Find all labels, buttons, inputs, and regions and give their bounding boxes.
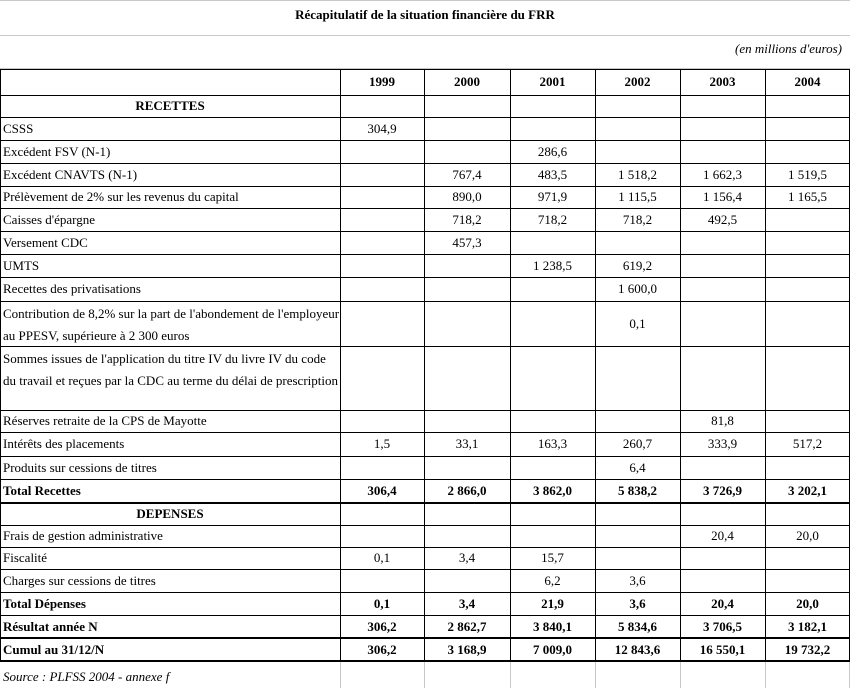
value-cell <box>510 301 595 346</box>
value-cell <box>510 231 595 254</box>
row-label: Charges sur cessions de titres <box>3 572 156 588</box>
value-cell <box>680 301 765 346</box>
value-cell <box>765 95 850 117</box>
units-note: (en millions d'euros) <box>734 41 842 56</box>
value-cell <box>680 547 765 569</box>
value-cell <box>765 254 850 277</box>
value-cell: 260,7 <box>622 436 653 451</box>
row-label: Produits sur cessions de titres <box>3 459 157 475</box>
value-cell: 21,9 <box>541 595 564 611</box>
value-cell <box>595 346 680 410</box>
row-label: Versement CDC <box>3 234 88 250</box>
value-cell <box>680 254 765 277</box>
value-cell: 971,9 <box>537 189 568 204</box>
value-cell <box>765 301 850 346</box>
value-cell: 1 115,5 <box>618 189 657 204</box>
value-cell <box>765 277 850 301</box>
grid-line <box>0 660 850 662</box>
value-cell <box>765 231 850 254</box>
value-cell: 3 182,1 <box>788 618 827 634</box>
value-cell: 81,8 <box>711 413 734 428</box>
table-title: Récapitulatif de la situation financière du FRR <box>295 7 555 22</box>
year-header: 1999 <box>369 74 395 89</box>
value-cell: 3 840,1 <box>533 618 572 634</box>
value-cell <box>424 569 510 592</box>
value-cell: 304,9 <box>367 120 397 136</box>
value-cell <box>595 503 680 525</box>
value-cell: 1,5 <box>373 436 391 451</box>
value-cell: 3 202,1 <box>788 483 827 498</box>
value-cell: 3 862,0 <box>533 483 572 498</box>
value-cell: 16 550,1 <box>699 641 746 657</box>
value-cell <box>680 346 765 410</box>
value-cell: 15,7 <box>541 550 564 565</box>
row-label: Caisses d'épargne <box>3 211 95 227</box>
value-cell <box>424 277 510 301</box>
year-header: 2004 <box>794 74 821 89</box>
row-label: Total Recettes <box>3 483 81 498</box>
row-label: Cumul au 31/12/N <box>3 641 105 657</box>
value-cell <box>510 95 595 117</box>
value-cell <box>680 277 765 301</box>
value-cell: 12 843,6 <box>614 641 661 657</box>
value-cell <box>765 410 850 432</box>
value-cell: 20,4 <box>711 595 734 611</box>
value-cell <box>340 301 424 346</box>
value-cell <box>340 140 424 163</box>
value-cell <box>340 95 424 117</box>
value-cell: 619,2 <box>622 257 653 273</box>
value-cell: 1 519,5 <box>788 166 827 182</box>
row-label: Total Dépenses <box>3 595 86 611</box>
value-cell <box>340 456 424 479</box>
value-cell <box>340 186 424 208</box>
value-cell <box>680 140 765 163</box>
value-cell <box>510 277 595 301</box>
value-cell <box>510 503 595 525</box>
value-cell <box>510 456 595 479</box>
value-cell: 718,2 <box>622 211 653 227</box>
row-label: Fiscalité <box>3 550 48 565</box>
value-cell <box>680 95 765 117</box>
value-cell <box>680 231 765 254</box>
value-cell <box>595 525 680 547</box>
source-note: Source : PLFSS 2004 - annexe f <box>3 669 170 684</box>
value-cell: 3 726,9 <box>703 483 742 498</box>
value-cell <box>510 117 595 140</box>
value-cell: 2 866,0 <box>447 483 487 498</box>
grid-line <box>0 35 850 36</box>
row-label: UMTS <box>3 257 40 273</box>
value-cell <box>510 346 595 410</box>
value-cell: 5 834,6 <box>618 618 657 634</box>
value-cell: 286,6 <box>537 143 568 159</box>
value-cell: 3 706,5 <box>703 618 742 634</box>
value-cell <box>340 254 424 277</box>
value-cell <box>595 95 680 117</box>
value-cell <box>424 117 510 140</box>
value-cell: 1 238,5 <box>533 257 572 273</box>
value-cell: 483,5 <box>537 166 568 182</box>
grid-line <box>0 0 850 1</box>
row-label: CSSS <box>3 120 34 136</box>
value-cell: 306,2 <box>367 641 397 657</box>
value-cell: 718,2 <box>452 211 482 227</box>
value-cell <box>340 277 424 301</box>
row-label: Excédent FSV (N-1) <box>3 143 111 159</box>
value-cell <box>765 569 850 592</box>
value-cell <box>424 301 510 346</box>
value-cell: 3,6 <box>629 572 646 588</box>
value-cell <box>340 569 424 592</box>
value-cell: 3,4 <box>458 595 476 611</box>
value-cell: 20,4 <box>711 528 734 543</box>
row-label: Réserves retraite de la CPS de Mayotte <box>3 413 207 428</box>
grid-line <box>424 661 425 688</box>
value-cell: 718,2 <box>537 211 568 227</box>
value-cell <box>680 117 765 140</box>
value-cell <box>765 547 850 569</box>
value-cell: 6,4 <box>629 459 646 475</box>
value-cell <box>424 456 510 479</box>
value-cell <box>340 525 424 547</box>
grid-line <box>765 661 766 688</box>
value-cell <box>595 410 680 432</box>
row-label: Prélèvement de 2% sur les revenus du capital <box>3 189 239 204</box>
value-cell <box>424 254 510 277</box>
value-cell: 0,1 <box>373 550 391 565</box>
value-cell <box>424 346 510 410</box>
value-cell: 2 862,7 <box>447 618 487 634</box>
row-label: RECETTES <box>135 98 205 113</box>
value-cell: 1 156,4 <box>703 189 742 204</box>
row-label: Résultat année N <box>3 618 98 634</box>
value-cell: 492,5 <box>707 211 738 227</box>
value-cell <box>765 208 850 231</box>
grid-line <box>595 661 596 688</box>
grid-line <box>340 661 341 688</box>
grid-line <box>510 661 511 688</box>
value-cell: 1 518,2 <box>618 166 657 182</box>
value-cell: 517,2 <box>792 436 823 451</box>
value-cell <box>424 410 510 432</box>
row-label: Excédent CNAVTS (N-1) <box>3 166 138 182</box>
value-cell <box>340 163 424 186</box>
value-cell <box>424 503 510 525</box>
value-cell: 6,2 <box>544 572 561 588</box>
value-cell: 0,1 <box>629 315 646 331</box>
value-cell <box>340 231 424 254</box>
year-header: 2002 <box>624 74 651 89</box>
value-cell <box>680 569 765 592</box>
value-cell: 767,4 <box>452 166 482 182</box>
value-cell: 457,3 <box>452 234 482 250</box>
value-cell <box>340 410 424 432</box>
value-cell: 1 165,5 <box>788 189 827 204</box>
value-cell <box>424 95 510 117</box>
row-label: Recettes des privatisations <box>3 281 141 296</box>
value-cell <box>510 525 595 547</box>
value-cell <box>595 231 680 254</box>
value-cell: 1 662,3 <box>703 166 742 182</box>
row-label: Intérêts des placements <box>3 436 125 451</box>
value-cell <box>680 503 765 525</box>
value-cell <box>595 140 680 163</box>
value-cell: 33,1 <box>455 436 479 451</box>
value-cell <box>595 117 680 140</box>
value-cell <box>424 525 510 547</box>
value-cell: 19 732,2 <box>784 641 831 657</box>
value-cell <box>765 346 850 410</box>
value-cell: 3,6 <box>629 595 646 611</box>
value-cell: 20,0 <box>796 528 819 543</box>
row-label: Frais de gestion administrative <box>3 528 163 543</box>
value-cell: 5 838,2 <box>618 483 657 498</box>
value-cell <box>424 140 510 163</box>
value-cell <box>340 346 424 410</box>
value-cell: 333,9 <box>707 436 738 451</box>
value-cell: 20,0 <box>796 595 819 611</box>
year-header: 2001 <box>539 74 566 89</box>
row-label: DEPENSES <box>136 506 204 521</box>
grid-line <box>680 661 681 688</box>
value-cell: 306,2 <box>367 618 397 634</box>
value-cell: 3 168,9 <box>447 641 487 657</box>
value-cell <box>595 547 680 569</box>
value-cell: 0,1 <box>373 595 391 611</box>
year-header: 2003 <box>709 74 736 89</box>
value-cell <box>765 503 850 525</box>
value-cell: 890,0 <box>452 189 482 204</box>
value-cell: 1 600,0 <box>618 281 657 296</box>
value-cell <box>340 503 424 525</box>
value-cell <box>765 140 850 163</box>
row-label: Contribution de 8,2% sur la part de l'abondement de l'employeur au PPESV, supérieure à 2 300 euros <box>3 306 340 343</box>
value-cell: 306,4 <box>367 483 397 498</box>
value-cell <box>765 117 850 140</box>
value-cell: 3,4 <box>458 550 476 565</box>
value-cell <box>510 410 595 432</box>
value-cell: 7 009,0 <box>533 641 572 657</box>
value-cell <box>765 456 850 479</box>
value-cell <box>340 208 424 231</box>
row-label: Sommes issues de l'application du titre IV du livre IV du code du travail et reçues par la CDC au terme du délai de prescription <box>3 351 338 388</box>
value-cell <box>680 456 765 479</box>
year-header: 2000 <box>454 74 480 89</box>
value-cell: 163,3 <box>537 436 568 451</box>
